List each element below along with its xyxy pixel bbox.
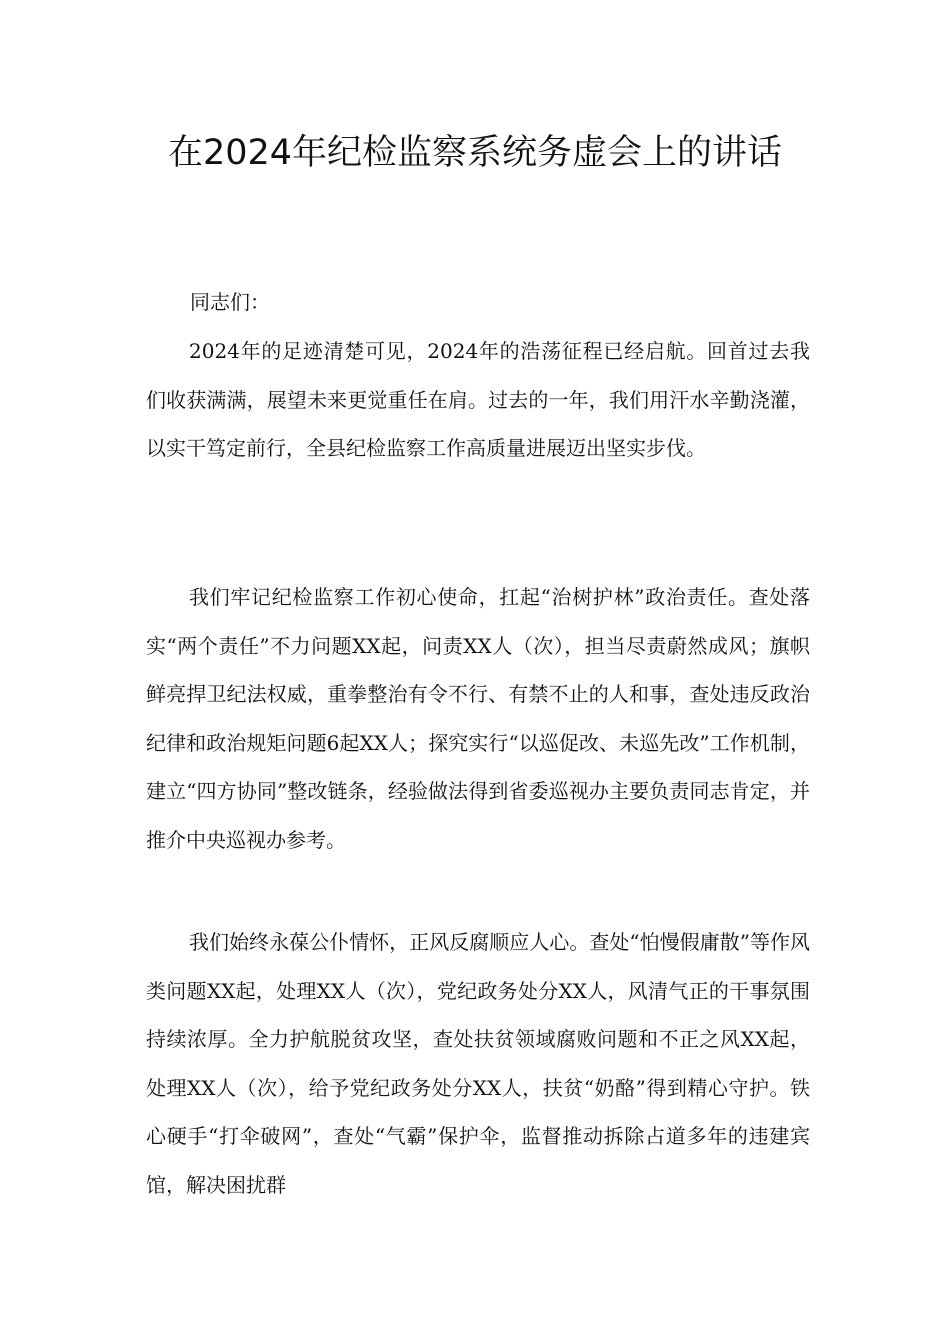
paragraph-3: 我们始终永葆公仆情怀，正风反腐顺应人心。查处“怕慢假庸散”等作风类问题XX起，处理XX人（次），党纪政务处分XX人，风清气正的干事氛围持续浓厚。全力护航脱贫攻坚，查处扶贫领域腐败问题和不正之风XX起，处理XX人（次），给予党纪政务处分XX人，扶贫“奶酪”得到精心守护。铁心硬手“打伞破网”，查处“气霸”保护伞，监督推动拆除占道多年的违建宾馆，解决困扰群 — [146, 930, 810, 1197]
salutation: 同志们： — [190, 290, 270, 314]
paragraph-2: 我们牢记纪检监察工作初心使命，扛起“治树护林”政治责任。查处落实“两个责任”不力问题XX起，问责XX人（次），担当尽责蔚然成风；旗帜鲜亮捍卫纪法权威，重拳整治有令不行、有禁不止的人和事，查处违反政治纪律和政治规矩问题6起XX人；探究实行“以巡促改、未巡先改”工作机制，建立“四方协同”整改链条，经验做法得到省委巡视办主要负责同志肯定，并推介中央巡视办参考。 — [146, 585, 810, 852]
paragraph-1: 2024年的足迹清楚可见，2024年的浩荡征程已经启航。回首过去我们收获满满，展望未来更觉重任在肩。过去的一年，我们用汗水辛勤浇灌，以实干笃定前行，全县纪检监察工作高质量进展迈出坚实步伐。 — [146, 339, 810, 460]
document-title: 在2024年纪检监察系统务虚会上的讲话 — [167, 133, 783, 173]
